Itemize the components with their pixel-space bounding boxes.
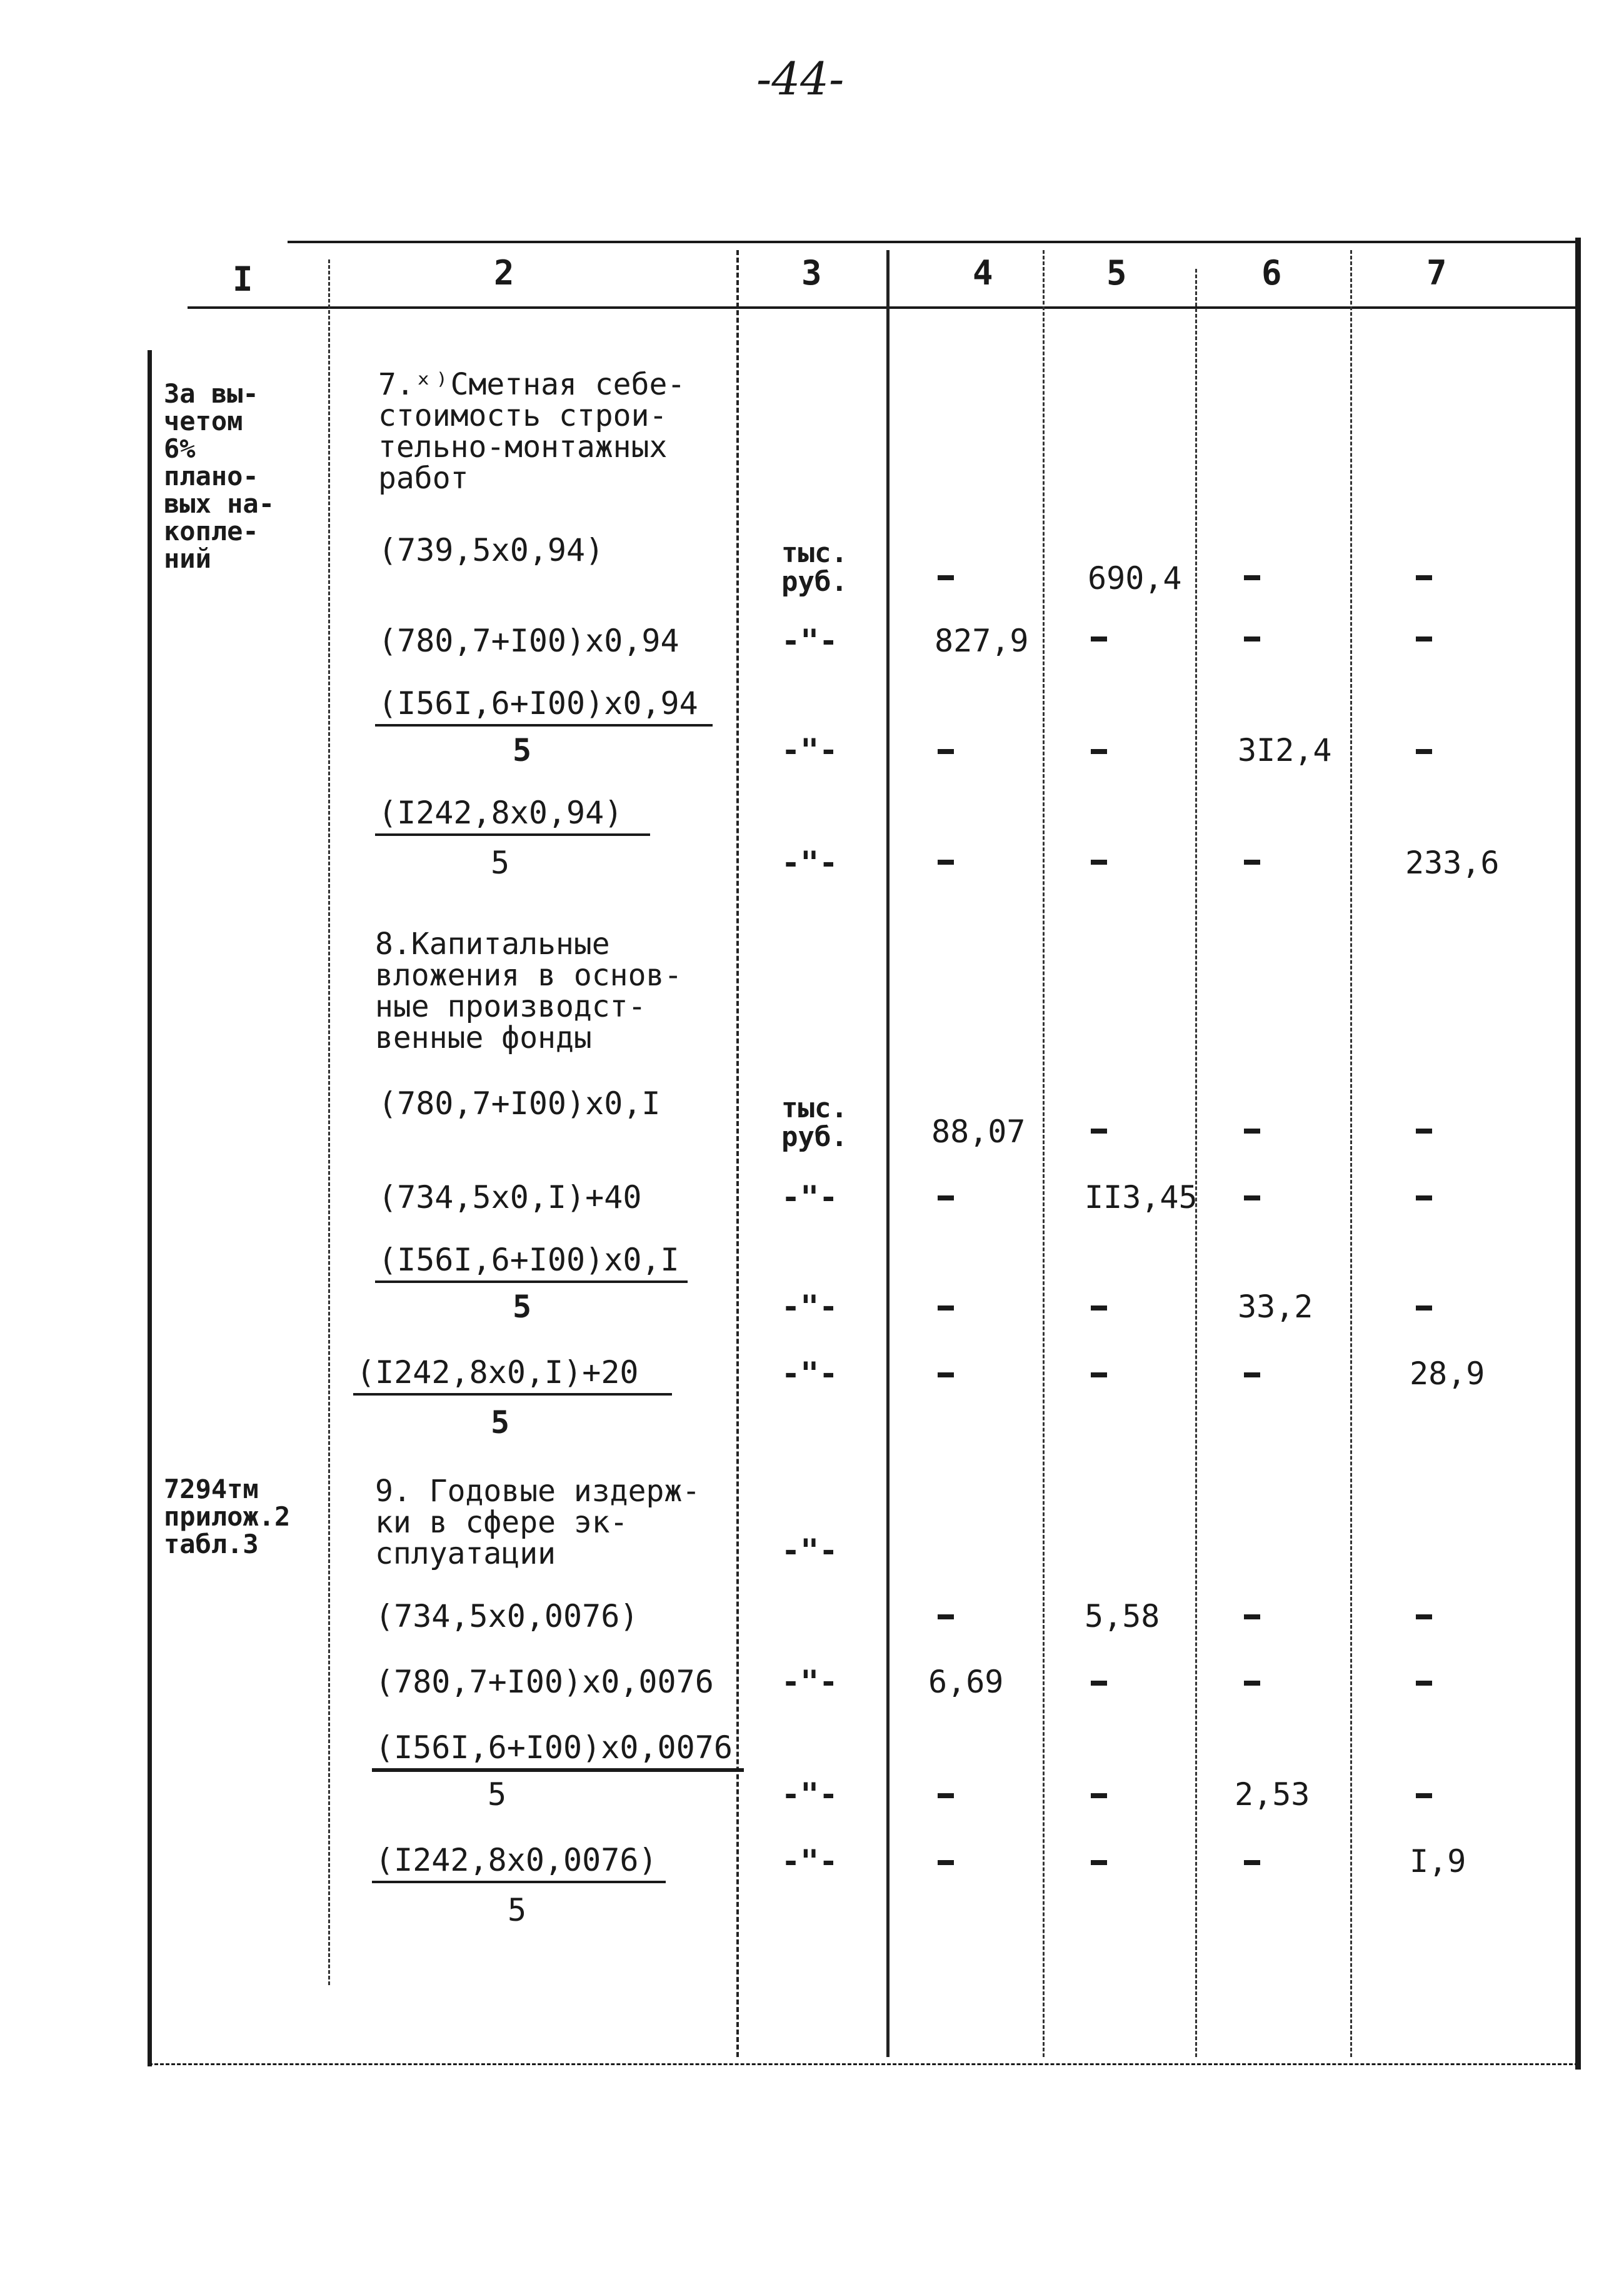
section-9-unit-3: -"- xyxy=(781,1776,838,1813)
column-header-7: 7 xyxy=(1426,253,1447,293)
section-7-denominator-4: 5 xyxy=(491,845,510,881)
section-8-row-2-c6 xyxy=(1244,1195,1260,1200)
col-divider-4 xyxy=(1043,250,1045,2057)
section-9-row-4-c4 xyxy=(938,1860,954,1865)
table-top-rule xyxy=(288,241,1578,243)
section-9-denominator-3: 5 xyxy=(488,1776,507,1813)
section-7-title: 7.ˣ⁾Сметная себе- стоимость строи- тельно-монтажных работ xyxy=(378,367,686,496)
section-8-row-2-c7 xyxy=(1416,1195,1432,1200)
section-9-row-2-c4: 6,69 xyxy=(928,1664,1004,1700)
section-9-row-3-c6: 2,53 xyxy=(1235,1776,1310,1813)
side-note-deduction: За вы- четом 6% плано- вых на- копле- ний xyxy=(164,378,275,574)
section-9-unit-2: -"- xyxy=(781,1664,838,1700)
section-7-row-1-c6 xyxy=(1244,575,1260,580)
section-8-row-4-c7: 28,9 xyxy=(1410,1356,1485,1392)
section-8-row-1-c5 xyxy=(1091,1129,1107,1134)
section-9-row-1-c7 xyxy=(1416,1614,1432,1619)
side-note-reference: 7294тм прилож.2 табл.3 xyxy=(164,1474,291,1559)
col-divider-2 xyxy=(736,250,739,2057)
section-7-denominator-3: 5 xyxy=(513,732,532,768)
section-8-unit-2: -"- xyxy=(781,1179,838,1215)
section-7-row-1-c7 xyxy=(1416,575,1432,580)
col-divider-6 xyxy=(1350,250,1352,2057)
section-9-formula-4: (I242,8х0,0076) xyxy=(375,1842,658,1878)
section-8-formula-4: (I242,8х0,I)+20 xyxy=(356,1354,639,1391)
section-7-unit-1: тыс. руб. xyxy=(781,537,848,598)
section-9-title: 9. Годовые издерж- ки в сфере эк- сплуатации xyxy=(375,1474,701,1571)
section-8-formula-1: (780,7+I00)х0,I xyxy=(378,1085,661,1122)
section-8-row-3-c5 xyxy=(1091,1305,1107,1311)
section-9-denominator-4: 5 xyxy=(508,1892,527,1928)
section-8-denominator-4: 5 xyxy=(491,1404,510,1441)
section-8-fraction-bar-3 xyxy=(375,1280,688,1283)
section-8-title: 8.Капитальные вложения в основ- ные производст- венные фонды xyxy=(375,927,683,1055)
section-8-formula-3: (I56I,6+I00)х0,I xyxy=(378,1242,679,1278)
section-7-fraction-bar-3 xyxy=(375,724,713,727)
section-9-row-2-c6 xyxy=(1244,1681,1260,1686)
section-9-row-2-c5 xyxy=(1091,1681,1107,1686)
section-9-row-1-c6 xyxy=(1244,1614,1260,1619)
section-7-formula-1: (739,5х0,94) xyxy=(378,532,604,568)
section-9-row-4-c6 xyxy=(1244,1860,1260,1865)
section-8-row-1-c4: 88,07 xyxy=(931,1114,1026,1150)
section-7-row-2-c4: 827,9 xyxy=(935,623,1029,659)
section-9-row-1-c4 xyxy=(938,1614,954,1619)
section-7-unit-4: -"- xyxy=(781,845,838,881)
section-8-row-4-c5 xyxy=(1091,1372,1107,1377)
section-8-row-1-c7 xyxy=(1416,1129,1432,1134)
section-7-row-4-c5 xyxy=(1091,860,1107,865)
section-8-row-3-c6: 33,2 xyxy=(1238,1289,1313,1325)
table-bottom-rule xyxy=(149,2063,1578,2065)
section-7-fraction-bar-4 xyxy=(375,833,650,836)
section-7-row-3-c4 xyxy=(938,749,954,754)
section-9-row-3-c7 xyxy=(1416,1793,1432,1798)
header-bottom-rule xyxy=(188,306,1578,309)
section-7-row-2-c6 xyxy=(1244,636,1260,641)
column-header-2: 2 xyxy=(494,253,514,293)
section-9-row-1-c5: 5,58 xyxy=(1085,1598,1160,1634)
page-number: -44- xyxy=(756,53,845,105)
left-edge-line xyxy=(148,350,152,2066)
section-9-row-4-c7: I,9 xyxy=(1410,1843,1466,1879)
section-7-row-3-c6: 3I2,4 xyxy=(1238,732,1332,768)
section-9-formula-2: (780,7+I00)х0,0076 xyxy=(375,1664,714,1700)
section-9-unit-4: -"- xyxy=(781,1843,838,1879)
section-8-fraction-bar-4 xyxy=(353,1393,672,1396)
section-7-row-4-c7: 233,6 xyxy=(1405,845,1500,881)
section-8-unit-3: -"- xyxy=(781,1289,838,1325)
col-divider-1 xyxy=(328,259,330,1985)
column-header-5: 5 xyxy=(1106,253,1127,293)
section-9-formula-3: (I56I,6+I00)х0,0076 xyxy=(375,1729,733,1766)
section-9-fraction-bar-4 xyxy=(372,1881,666,1883)
section-9-formula-1: (734,5х0,0076) xyxy=(375,1598,639,1634)
section-8-row-3-c4 xyxy=(938,1305,954,1311)
section-8-row-4-c4 xyxy=(938,1372,954,1377)
section-7-formula-4: (I242,8х0,94) xyxy=(378,795,623,831)
section-9-row-4-c5 xyxy=(1091,1860,1107,1865)
section-7-row-2-c7 xyxy=(1416,636,1432,641)
section-7-row-1-c5: 690,4 xyxy=(1088,560,1182,596)
section-7-row-4-c6 xyxy=(1244,860,1260,865)
section-9-fraction-bar-3 xyxy=(372,1768,744,1772)
section-7-row-2-c5 xyxy=(1091,636,1107,641)
section-8-denominator-3: 5 xyxy=(513,1289,532,1325)
column-header-6: 6 xyxy=(1261,253,1282,293)
section-9-title-unit: -"- xyxy=(781,1532,838,1569)
column-header-4: 4 xyxy=(973,253,993,293)
section-7-row-4-c4 xyxy=(938,860,954,865)
section-8-row-1-c6 xyxy=(1244,1129,1260,1134)
section-8-row-2-c5: II3,45 xyxy=(1085,1179,1198,1215)
column-header-3: 3 xyxy=(801,253,822,293)
section-8-row-2-c4 xyxy=(938,1195,954,1200)
section-7-row-1-c4 xyxy=(938,575,954,580)
column-header-1: I xyxy=(233,259,253,299)
right-edge-line xyxy=(1575,238,1581,2070)
section-7-row-3-c7 xyxy=(1416,749,1432,754)
section-7-formula-3: (I56I,6+I00)х0,94 xyxy=(378,685,698,722)
section-7-row-3-c5 xyxy=(1091,749,1107,754)
section-9-row-3-c5 xyxy=(1091,1793,1107,1798)
section-8-unit-1: тыс. руб. xyxy=(781,1092,848,1153)
section-7-formula-2: (780,7+I00)х0,94 xyxy=(378,623,679,659)
section-9-row-3-c4 xyxy=(938,1793,954,1798)
section-8-row-3-c7 xyxy=(1416,1305,1432,1311)
col-divider-3 xyxy=(886,250,890,2057)
col-divider-5 xyxy=(1195,269,1197,2057)
section-7-unit-2: -"- xyxy=(781,623,838,659)
section-8-row-4-c6 xyxy=(1244,1372,1260,1377)
section-7-unit-3: -"- xyxy=(781,732,838,768)
section-9-row-2-c7 xyxy=(1416,1681,1432,1686)
section-8-unit-4: -"- xyxy=(781,1356,838,1392)
section-8-formula-2: (734,5х0,I)+40 xyxy=(378,1179,642,1215)
